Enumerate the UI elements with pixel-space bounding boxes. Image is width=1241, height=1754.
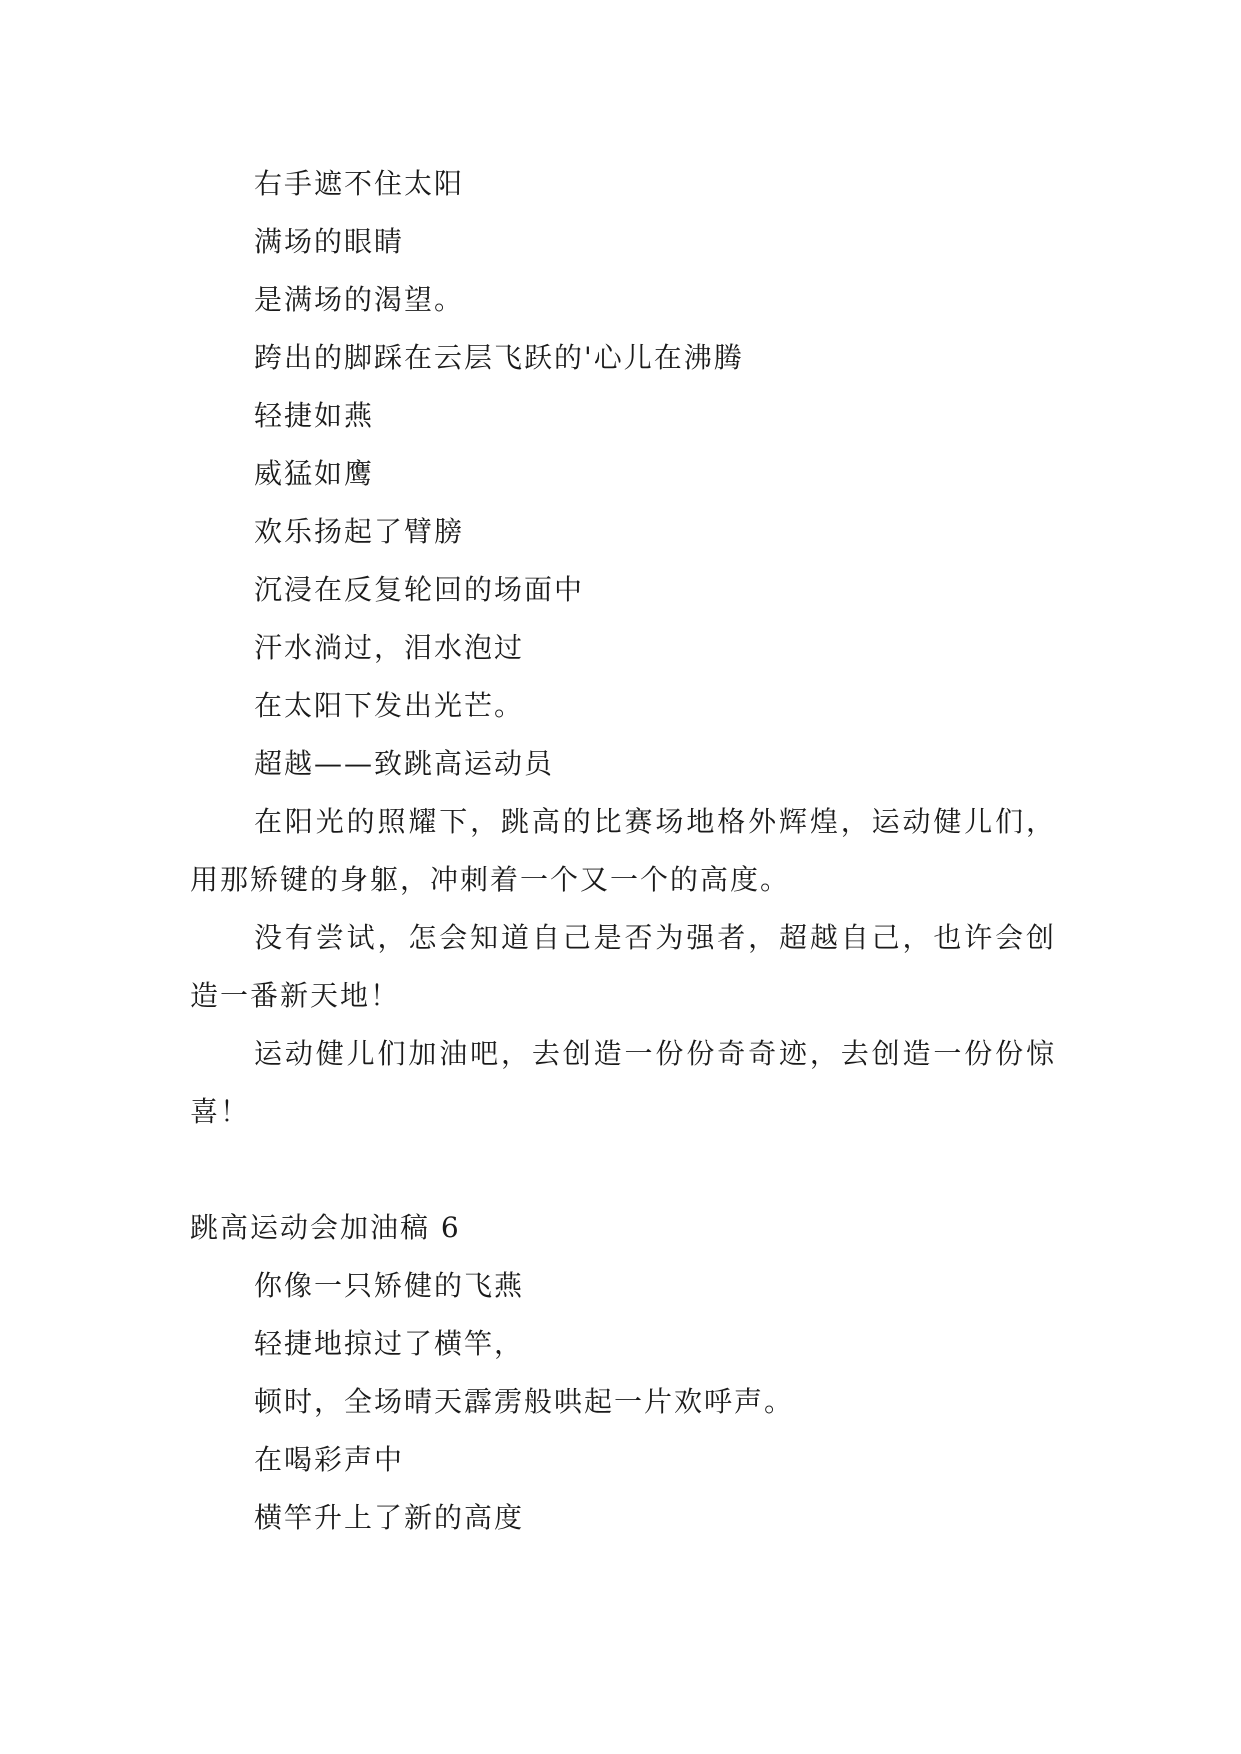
poem-line: 右手遮不住太阳 [254, 167, 465, 200]
poem-subtitle: 超越——致跳高运动员 [254, 747, 555, 780]
section-title: 跳高运动会加油稿 6 [190, 1211, 461, 1244]
document-body [190, 155, 1056, 1547]
poem-line: 满场的眼睛 [254, 225, 405, 258]
poem-line: 你像一只矫健的飞燕 [254, 1269, 525, 1302]
poem-line: 汗水淌过，泪水泡过 [254, 631, 525, 664]
poem-line: 轻捷地掠过了横竿， [254, 1327, 525, 1360]
poem-line: 在喝彩声中 [254, 1443, 405, 1476]
poem-line: 欢乐扬起了臂膀 [254, 515, 465, 548]
poem-line: 是满场的渴望。 [254, 283, 465, 316]
poem-line: 沉浸在反复轮回的场面中 [254, 573, 585, 606]
poem-line: 跨出的脚踩在云层飞跃的'心儿在沸腾 [254, 341, 744, 374]
poem-line: 横竿升上了新的高度 [254, 1501, 525, 1534]
paragraph: 运动健儿们加油吧，去创造一份份奇奇迹，去创造一份份惊喜！ [190, 1037, 1056, 1128]
paragraph: 没有尝试，怎会知道自己是否为强者，超越自己，也许会创造一番新天地！ [190, 921, 1056, 1012]
poem-line: 顿时，全场晴天霹雳般哄起一片欢呼声。 [254, 1385, 795, 1418]
paragraph: 在阳光的照耀下，跳高的比赛场地格外辉煌，运动健儿们，用那矫键的身躯，冲刺着一个又一个的高度。 [190, 805, 1056, 896]
poem-line: 在太阳下发出光芒。 [254, 689, 525, 722]
poem-line: 轻捷如燕 [254, 399, 375, 432]
poem-line: 威猛如鹰 [254, 457, 375, 490]
